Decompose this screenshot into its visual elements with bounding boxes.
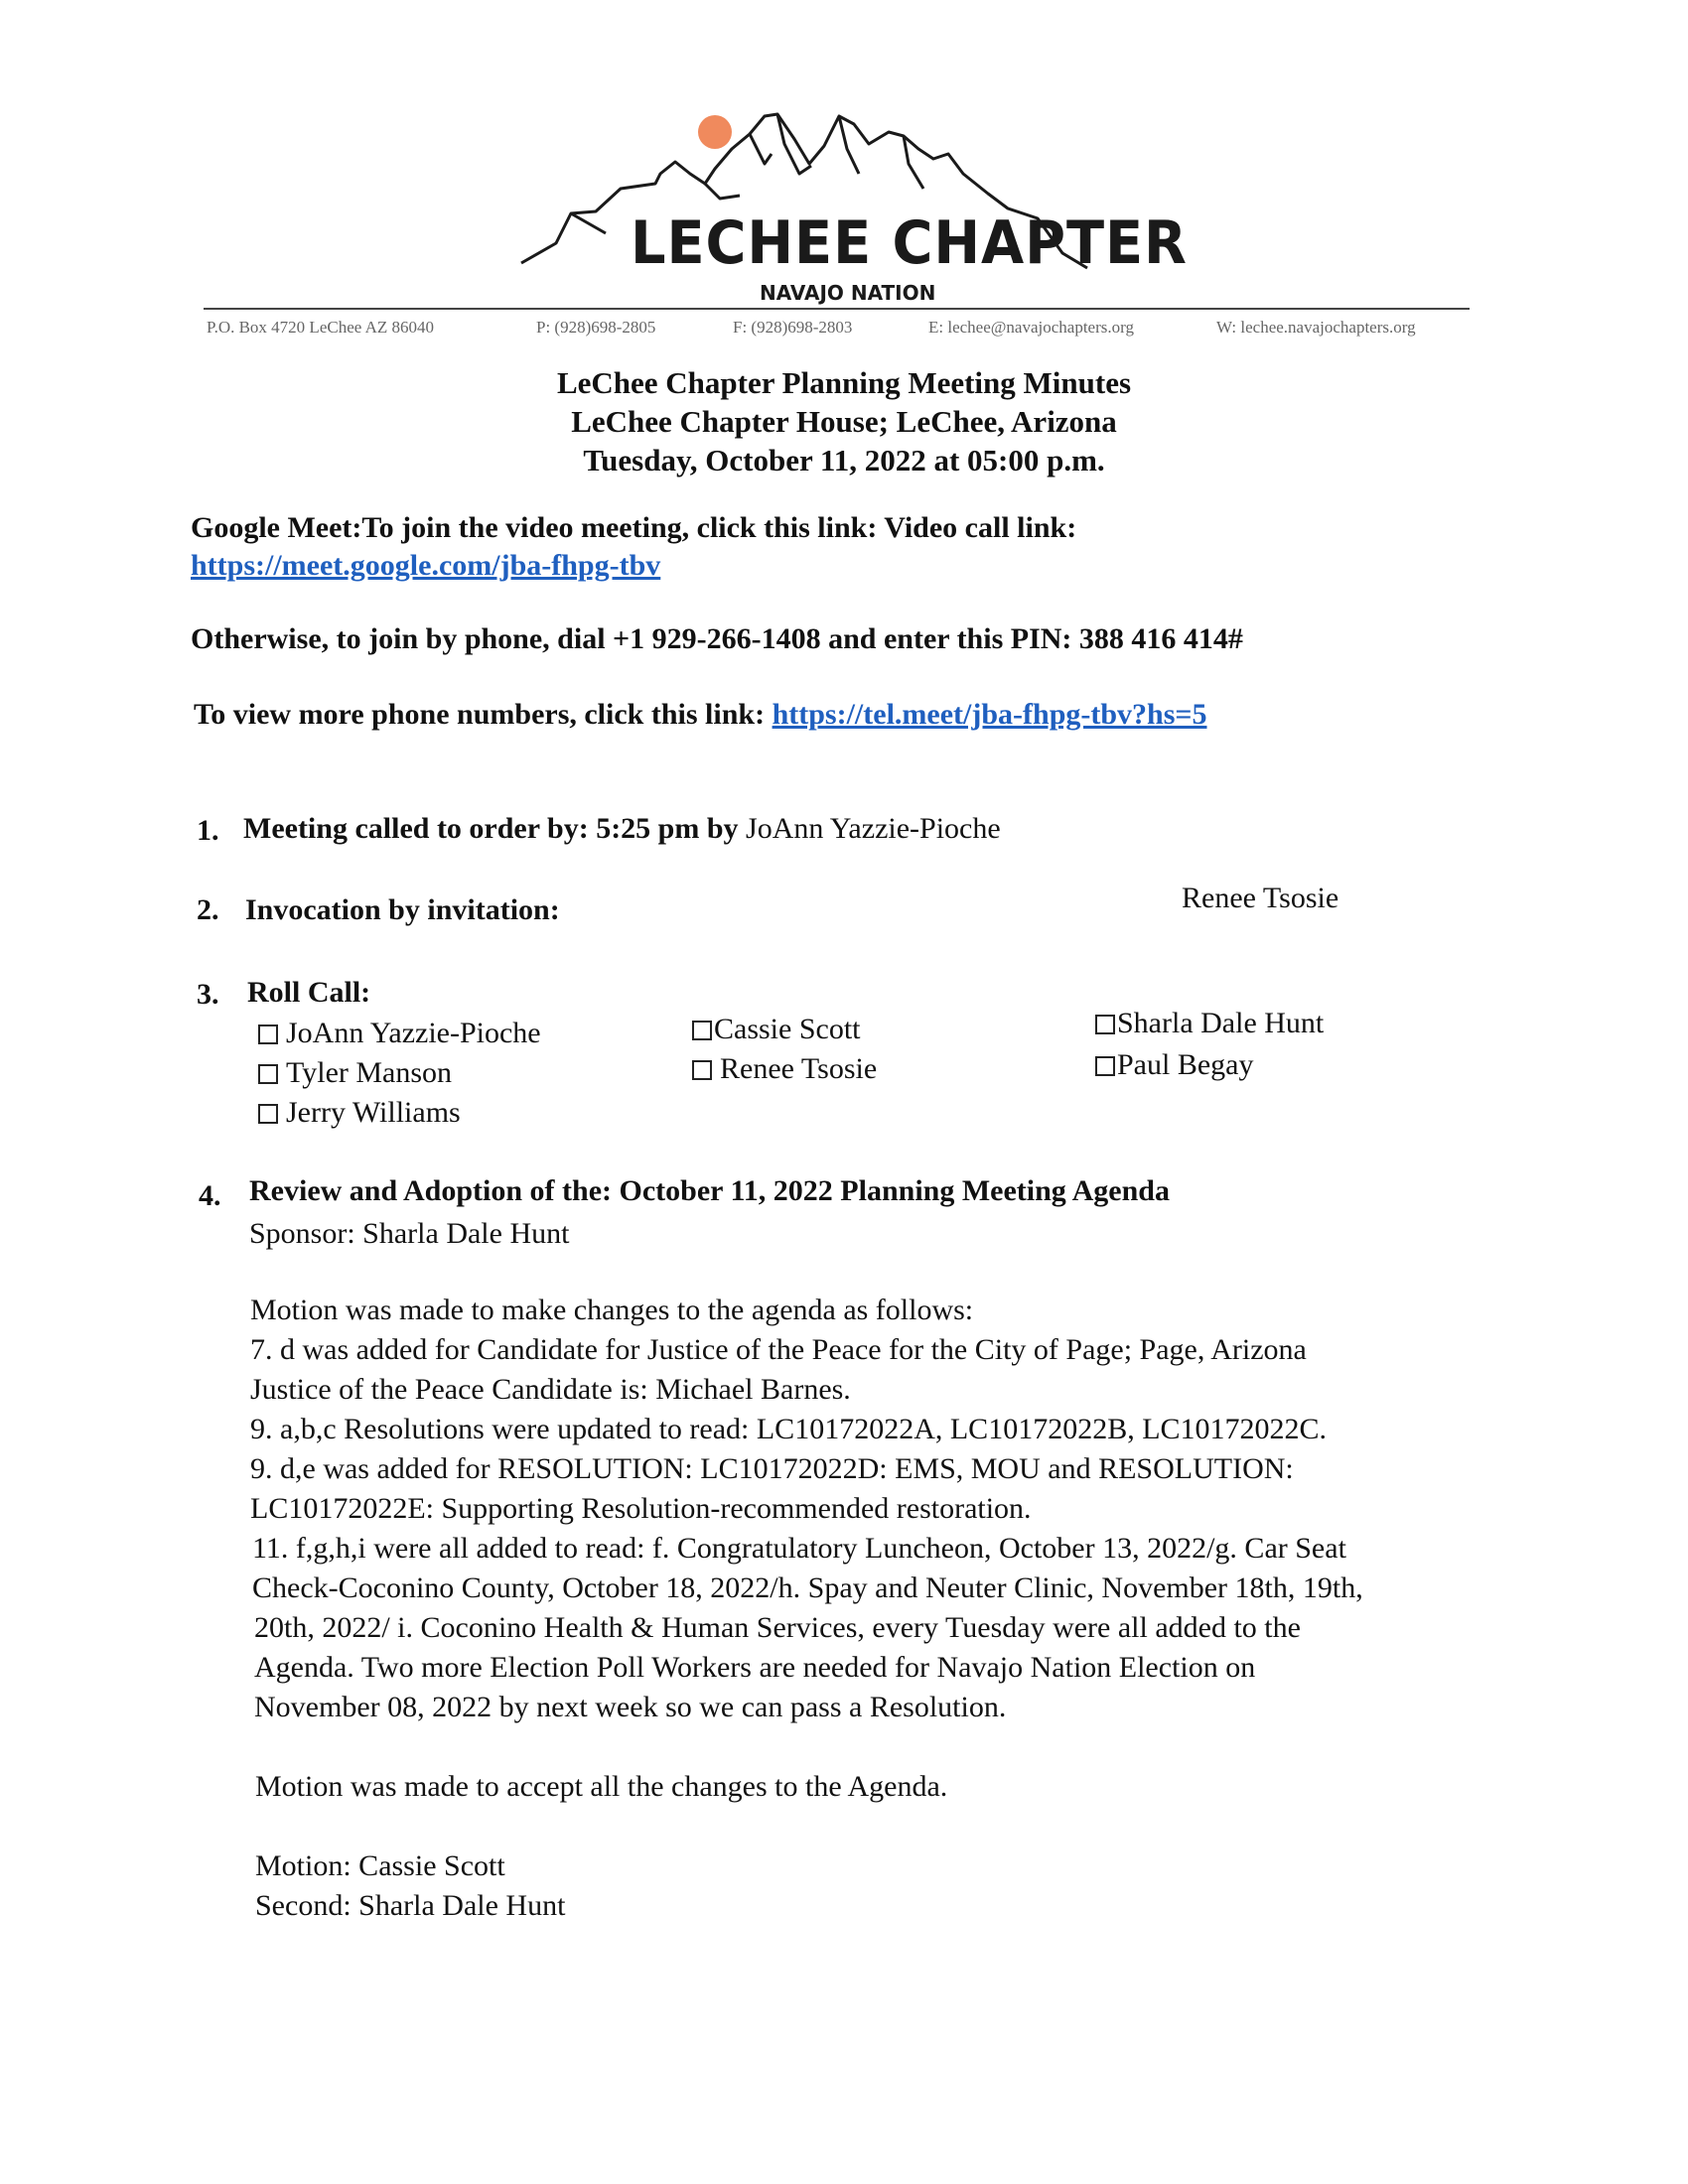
motion-line: 9. a,b,c Resolutions were updated to read: LC10172022A, LC10172022B, LC10172022C. [250, 1413, 1328, 1445]
mountain-logo-graphic [511, 94, 1177, 313]
checkbox-icon[interactable] [258, 1064, 278, 1084]
item-1-label: Meeting called to order by: 5:25 pm by [243, 812, 739, 845]
item-4-label: Review and Adoption of the: October 11, 2022 Planning Meeting Agenda [249, 1174, 1170, 1207]
item-1-value: JoAnn Yazzie-Pioche [746, 812, 1001, 845]
motion-line: 20th, 2022/ i. Coconino Health & Human Services, every Tuesday were all added to the [254, 1611, 1301, 1644]
document-date: Tuesday, October 11, 2022 at 05:00 p.m. [583, 443, 1105, 478]
roll-member: Renee Tsosie [692, 1052, 877, 1086]
item-4-sponsor: Sponsor: Sharla Dale Hunt [249, 1217, 570, 1250]
checkbox-icon[interactable] [1095, 1056, 1115, 1076]
contact-email: E: lechee@navajochapters.org [928, 318, 1134, 337]
second-by: Second: Sharla Dale Hunt [255, 1889, 566, 1922]
checkbox-icon[interactable] [692, 1021, 712, 1040]
roll-member: Cassie Scott [692, 1013, 861, 1046]
contact-phone: P: (928)698-2805 [536, 318, 656, 337]
more-numbers-row [194, 698, 1207, 732]
google-meet-label: Google Meet:To join the video meeting, click this link: Video call link: [191, 511, 1077, 544]
motion-line: 7. d was added for Candidate for Justice of the Peace for the City of Page; Page, Arizona [250, 1333, 1307, 1366]
phone-join-text: Otherwise, to join by phone, dial +1 929-266-1408 and enter this PIN: 388 416 414# [191, 622, 1243, 655]
motion-line: 11. f,g,h,i were all added to read: f. Congratulatory Luncheon, October 13, 2022/g. Car Seat [252, 1532, 1346, 1565]
item-2-value: Renee Tsosie [1182, 882, 1339, 914]
more-numbers-link[interactable]: https://tel.meet/jba-fhpg-tbv?hs=5 [772, 698, 1207, 731]
checkbox-icon[interactable] [258, 1024, 278, 1044]
roll-member: JoAnn Yazzie-Pioche [258, 1017, 541, 1050]
motion-line: LC10172022E: Supporting Resolution-recommended restoration. [250, 1492, 1032, 1525]
document-location: LeChee Chapter House; LeChee, Arizona [571, 404, 1117, 439]
item-2-label: Invocation by invitation: [245, 893, 560, 926]
item-3-number: 3. [197, 978, 219, 1011]
item-2-number: 2. [197, 893, 219, 926]
item-1-row [243, 812, 1001, 846]
chapter-logo [511, 94, 1188, 313]
motion-line: Justice of the Peace Candidate is: Michael Barnes. [250, 1373, 851, 1406]
google-meet-link[interactable]: https://meet.google.com/jba-fhpg-tbv [191, 549, 661, 582]
checkbox-icon[interactable] [1095, 1015, 1115, 1034]
roll-member: Sharla Dale Hunt [1095, 1007, 1324, 1040]
item-4-number: 4. [199, 1179, 221, 1212]
contact-fax: F: (928)698-2803 [733, 318, 853, 337]
motion-by: Motion: Cassie Scott [255, 1849, 505, 1882]
contact-po-box: P.O. Box 4720 LeChee AZ 86040 [207, 318, 435, 337]
motion-line: 9. d,e was added for RESOLUTION: LC10172022D: EMS, MOU and RESOLUTION: [250, 1452, 1294, 1485]
logo-subtitle: NAVAJO NATION [760, 281, 936, 305]
item-3-label: Roll Call: [247, 976, 371, 1009]
logo-title: LECHEE CHAPTER [631, 208, 1188, 278]
header-divider [204, 308, 1470, 310]
roll-member: Paul Begay [1095, 1048, 1253, 1082]
motion-line: Agenda. Two more Election Poll Workers are needed for Navajo Nation Election on [254, 1651, 1256, 1684]
contact-web: W: lechee.navajochapters.org [1216, 318, 1416, 337]
sun-icon [698, 115, 732, 149]
item-1-number: 1. [197, 814, 219, 847]
motion-accept: Motion was made to accept all the changes to the Agenda. [255, 1770, 948, 1803]
roll-member: Tyler Manson [258, 1056, 452, 1090]
roll-member: Jerry Williams [258, 1096, 461, 1130]
motion-line: November 08, 2022 by next week so we can pass a Resolution. [254, 1691, 1007, 1723]
checkbox-icon[interactable] [692, 1060, 712, 1080]
motion-line: Check-Coconino County, October 18, 2022/h. Spay and Neuter Clinic, November 18th, 19th, [252, 1571, 1363, 1604]
motion-line: Motion was made to make changes to the agenda as follows: [250, 1294, 974, 1326]
document-title: LeChee Chapter Planning Meeting Minutes [556, 365, 1132, 400]
more-numbers-label: To view more phone numbers, click this link: [194, 698, 766, 731]
checkbox-icon[interactable] [258, 1104, 278, 1124]
